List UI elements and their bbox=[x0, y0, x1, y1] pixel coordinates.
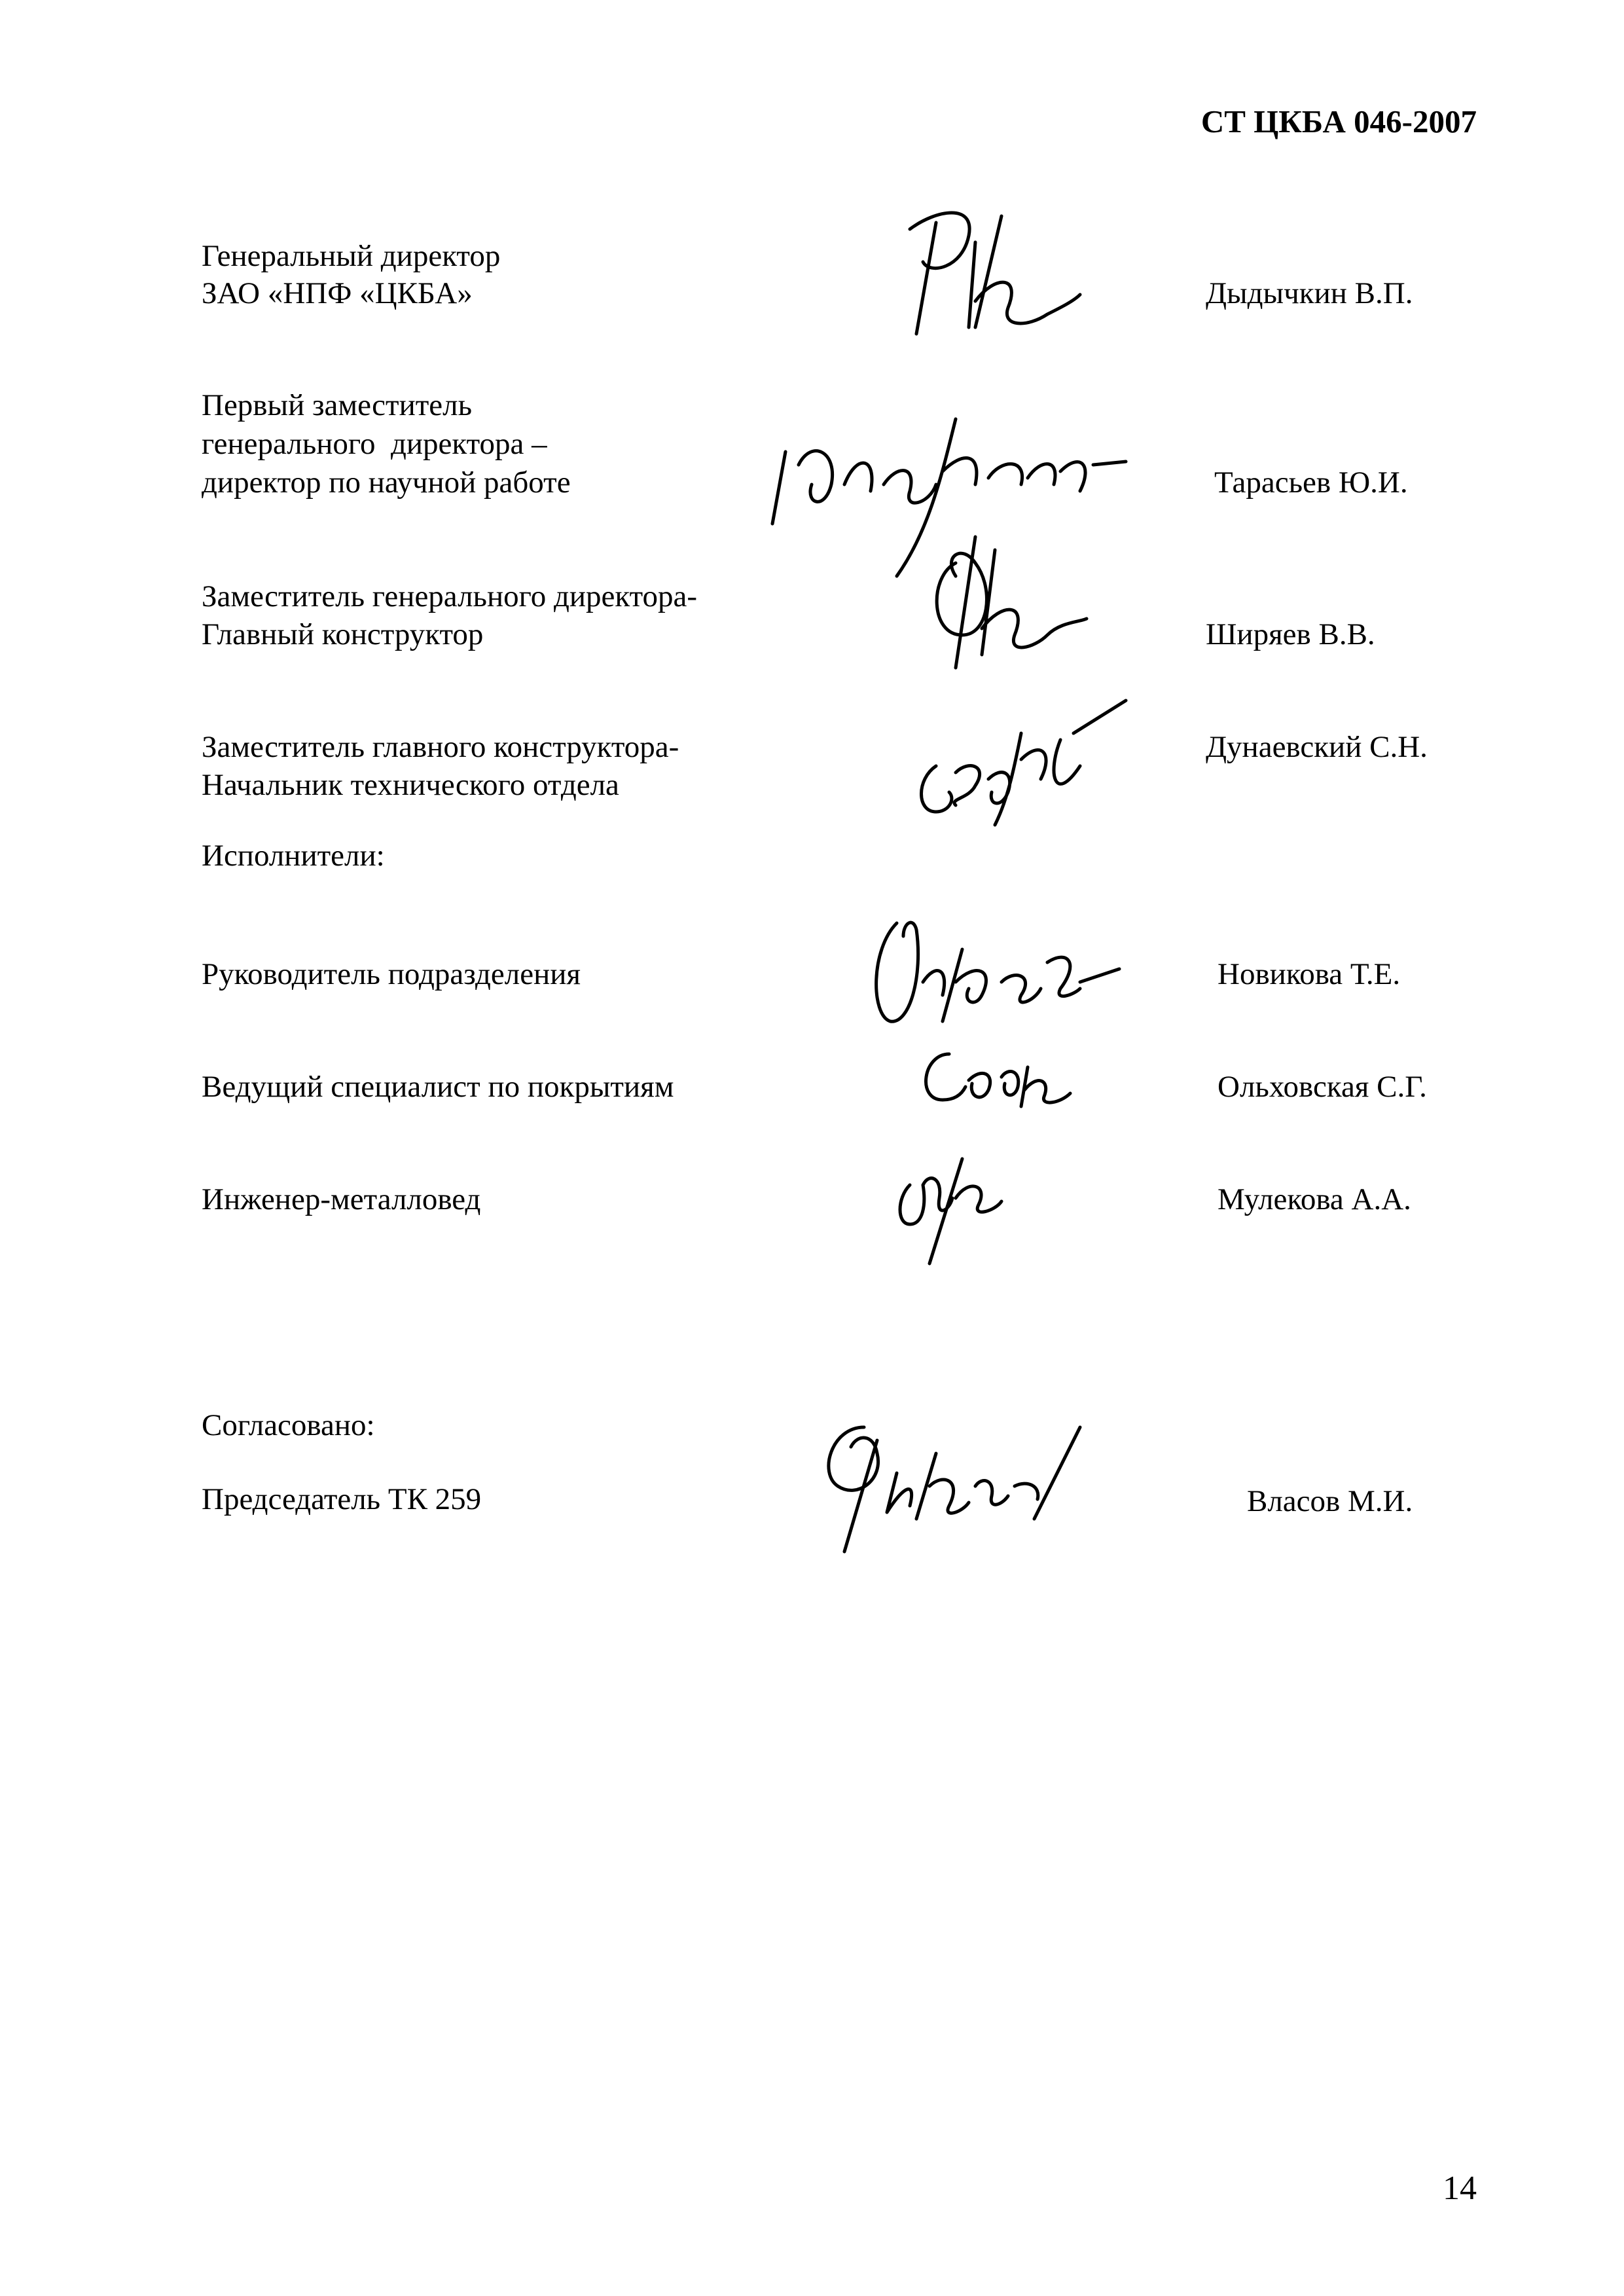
signatory-3-position-line-2: Главный конструктор bbox=[202, 617, 484, 651]
signature-6 bbox=[910, 1041, 1080, 1113]
signatory-4-position-line-1: Заместитель главного конструктора- bbox=[202, 730, 679, 764]
signatory-1-position-line-2: ЗАО «НПФ «ЦКБА» bbox=[202, 276, 473, 310]
agreed-name: Власов М.И. bbox=[1247, 1484, 1413, 1518]
performers-heading: Исполнители: bbox=[202, 839, 385, 873]
performer-1-position: Руководитель подразделения bbox=[202, 957, 581, 991]
signatory-2-position-line-1: Первый заместитель bbox=[202, 388, 473, 422]
signature-1 bbox=[897, 203, 1093, 340]
signatory-4-name: Дунаевский С.Н. bbox=[1206, 730, 1428, 764]
signature-7 bbox=[890, 1146, 1021, 1264]
document-code: СТ ЦКБА 046-2007 bbox=[1200, 103, 1477, 139]
performer-2-position: Ведущий специалист по покрытиям bbox=[202, 1070, 674, 1104]
performer-2-name: Ольховская С.Г. bbox=[1218, 1070, 1427, 1104]
signatory-1-name: Дыдычкин В.П. bbox=[1206, 276, 1413, 310]
page-number: 14 bbox=[1443, 2170, 1477, 2207]
signatory-2-name: Тарасьев Ю.И. bbox=[1214, 465, 1408, 500]
agreed-position: Председатель ТК 259 bbox=[202, 1482, 482, 1516]
signatory-3-position-line-1: Заместитель генерального директора- bbox=[202, 579, 698, 613]
signature-5 bbox=[864, 910, 1126, 1028]
signatory-2-position-line-3: директор по научной работе bbox=[202, 465, 571, 500]
signatory-3-name: Ширяев В.В. bbox=[1206, 617, 1375, 651]
performer-3-name: Мулекова А.А. bbox=[1218, 1182, 1411, 1216]
signatory-1-position-line-1: Генеральный директор bbox=[202, 239, 501, 273]
signatory-2-position-line-2: генерального директора – bbox=[202, 427, 547, 461]
agreed-heading: Согласовано: bbox=[202, 1408, 375, 1442]
signature-8 bbox=[812, 1414, 1087, 1558]
signature-4 bbox=[910, 694, 1132, 825]
signatory-4-position-line-2: Начальник технического отдела bbox=[202, 768, 619, 802]
performer-1-name: Новикова Т.Е. bbox=[1218, 957, 1401, 991]
signature-3 bbox=[916, 524, 1093, 674]
performer-3-position: Инженер-металловед bbox=[202, 1182, 481, 1216]
